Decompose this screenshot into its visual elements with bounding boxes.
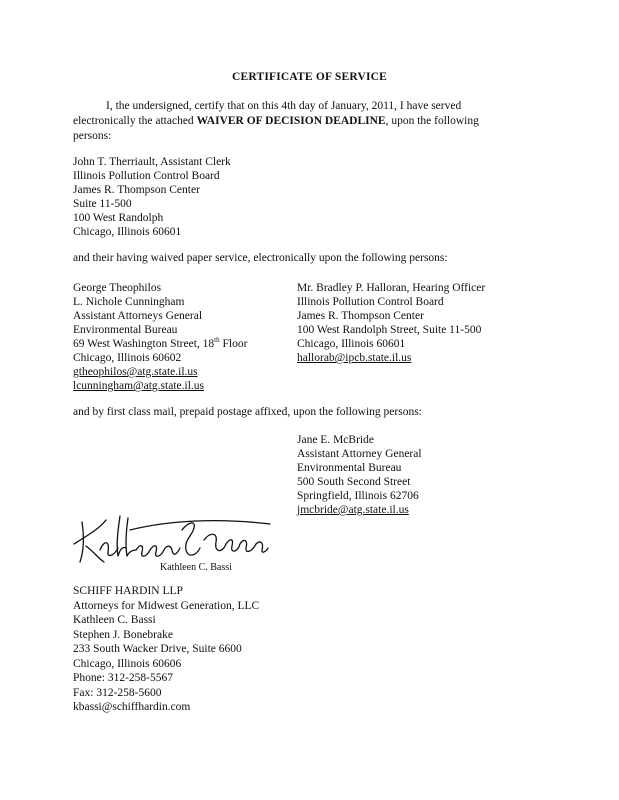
- contact-street-line: [73, 337, 247, 351]
- contact-line: Assistant Attorneys General: [73, 310, 203, 322]
- contact-line: L. Nichole Cunningham: [73, 296, 185, 308]
- intro-text-before: I, the undersigned, certify that on this 4th day of January, 2011, I have served electronically the attached: [73, 100, 462, 127]
- firm-email: kbassi@schiffhardin.com: [73, 701, 191, 713]
- contact-line: Mr. Bradley P. Halloran, Hearing Officer: [297, 282, 486, 294]
- first-class-mail-line: and by first class mail, prepaid postage affixed, upon the following persons:: [73, 406, 422, 418]
- firm-signature-block: [73, 584, 259, 715]
- email-link[interactable]: gtheophilos@atg.state.il.us: [73, 366, 198, 378]
- email-link[interactable]: hallorab@ipcb.state.il.us: [297, 352, 412, 364]
- firm-line: Stephen J. Bonebrake: [73, 628, 173, 641]
- firm-line: Chicago, Illinois 60606: [73, 657, 182, 670]
- address-line: Suite 11-500: [73, 198, 132, 210]
- firm-line: Attorneys for Midwest Generation, LLC: [73, 599, 260, 612]
- page-title: CERTIFICATE OF SERVICE: [231, 71, 388, 83]
- email-link[interactable]: jmcbride@atg.state.il.us: [297, 504, 409, 516]
- contact-line: Environmental Bureau: [297, 462, 402, 474]
- contact-line: James R. Thompson Center: [297, 310, 424, 322]
- intro-text-after: , upon the following persons:: [73, 115, 479, 142]
- left-contact-block: [73, 281, 247, 393]
- address-line: 100 West Randolph: [73, 212, 164, 224]
- signature-name: Kathleen C. Bassi: [160, 562, 232, 573]
- contact-line: Springfield, Illinois 62706: [297, 490, 419, 502]
- address-line: Illinois Pollution Control Board: [73, 170, 220, 182]
- waived-service-line: and their having waived paper service, electronically upon the following persons:: [73, 252, 448, 264]
- contact-line: Assistant Attorney General: [297, 448, 422, 460]
- clerk-address: [73, 155, 231, 239]
- contact-line: Chicago, Illinois 60601: [297, 338, 406, 350]
- contact-line: George Theophilos: [73, 282, 162, 294]
- firm-line: Kathleen C. Bassi: [73, 614, 156, 626]
- street-text: 69 West Washington Street, 18: [73, 338, 215, 350]
- contact-line: Chicago, Illinois 60602: [73, 352, 182, 364]
- address-line: Chicago, Illinois 60601: [73, 226, 182, 238]
- handwritten-signature: [70, 510, 290, 570]
- intro-paragraph: [73, 99, 513, 144]
- right-contact-block: [297, 281, 485, 365]
- address-line: James R. Thompson Center: [73, 184, 200, 196]
- fax-number: Fax: 312-258-5600: [73, 686, 162, 699]
- mail-contact-block: [297, 433, 422, 517]
- firm-line: 233 South Wacker Drive, Suite 6600: [73, 643, 242, 655]
- phone-number: Phone: 312-258-5567: [73, 672, 173, 684]
- firm-name: SCHIFF HARDIN LLP: [73, 585, 183, 597]
- contact-line: Illinois Pollution Control Board: [297, 296, 444, 308]
- contact-line: 100 West Randolph Street, Suite 11-500: [297, 324, 482, 336]
- contact-line: Jane E. McBride: [297, 434, 374, 446]
- ordinal-suffix: th: [214, 336, 220, 345]
- contact-line: 500 South Second Street: [297, 476, 411, 488]
- contact-line: Environmental Bureau: [73, 324, 178, 336]
- address-line: John T. Therriault, Assistant Clerk: [73, 156, 231, 168]
- document-name: WAIVER OF DECISION DEADLINE: [196, 115, 386, 127]
- floor-text: Floor: [219, 338, 248, 350]
- email-link[interactable]: lcunningham@atg.state.il.us: [73, 380, 204, 392]
